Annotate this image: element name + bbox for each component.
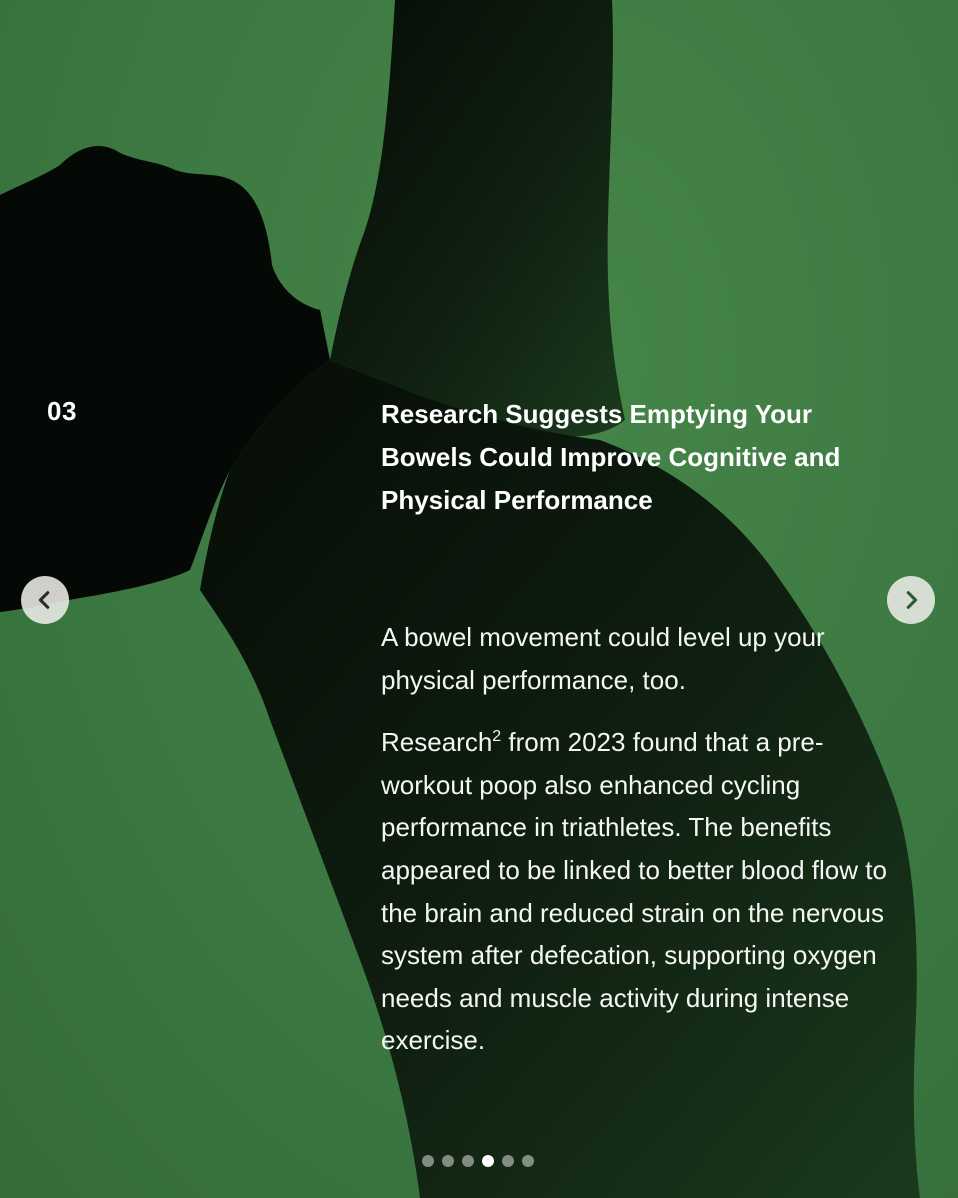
- slide-number: 03: [47, 396, 77, 426]
- chevron-left-icon: [34, 589, 56, 611]
- slide-title: Research Suggests Emptying Your Bowels Could Improve Cognitive and Physical Performance: [381, 399, 841, 515]
- slide-body: [381, 616, 901, 1082]
- paragraph-2-lead: Research: [381, 727, 493, 758]
- body-paragraph-1: A bowel movement could level up your physical performance, too.: [381, 622, 825, 695]
- chevron-right-icon: [900, 589, 922, 611]
- footnote-reference[interactable]: 2: [492, 728, 502, 746]
- pagination-dot-6[interactable]: [522, 1155, 534, 1167]
- pagination-dot-1[interactable]: [422, 1155, 434, 1167]
- previous-slide-button[interactable]: [21, 576, 69, 624]
- next-slide-button[interactable]: [887, 576, 935, 624]
- pagination-dot-5[interactable]: [502, 1155, 514, 1167]
- pagination-dot-4[interactable]: [482, 1155, 494, 1167]
- pagination-dots: [422, 1155, 534, 1167]
- body-paragraph-2: [381, 721, 901, 1062]
- paragraph-2-text: from 2023 found that a pre-workout poop also enhanced cycling performance in triathletes. The benefits appeared to be linked to better blood flow to the brain and reduced strain on the nervous system after defecation, supporting oxygen needs and muscle activity during intense exercise.: [381, 727, 887, 1056]
- pagination-dot-2[interactable]: [442, 1155, 454, 1167]
- pagination-dot-3[interactable]: [462, 1155, 474, 1167]
